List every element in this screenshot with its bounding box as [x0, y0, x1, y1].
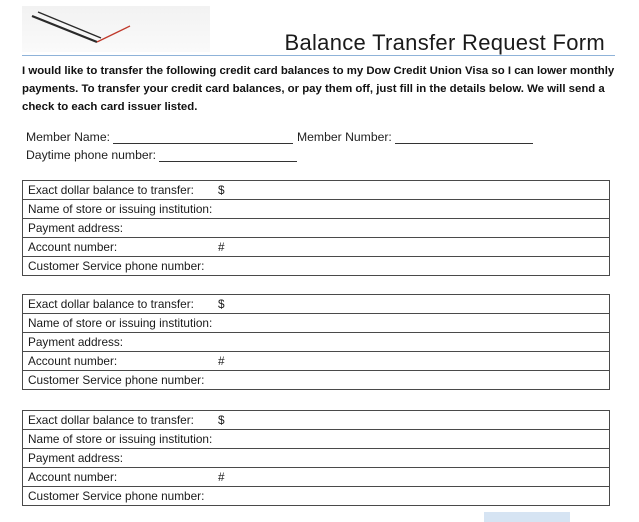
- page-title: Balance Transfer Request Form: [284, 30, 605, 55]
- institution-label: Name of store or issuing institution:: [28, 432, 213, 446]
- daytime-phone-label: Daytime phone number:: [26, 148, 157, 162]
- address-label: Payment address:: [28, 221, 124, 235]
- address-row[interactable]: [23, 449, 610, 468]
- hash-sign: #: [218, 470, 225, 484]
- hash-sign: #: [218, 240, 225, 254]
- account-label: Account number:: [28, 354, 118, 368]
- account-label: Account number:: [28, 240, 118, 254]
- address-row[interactable]: [23, 333, 610, 352]
- title-divider: [22, 55, 615, 56]
- address-label: Payment address:: [28, 451, 124, 465]
- institution-label: Name of store or issuing institution:: [28, 202, 213, 216]
- balance-label: Exact dollar balance to transfer:: [28, 297, 194, 311]
- member-number-label: Member Number:: [297, 130, 392, 144]
- dollar-sign: $: [218, 183, 225, 197]
- member-name-row: [26, 130, 293, 144]
- intro-paragraph: I would like to transfer the following credit card balances to my Dow Credit Union Visa so I can lower monthly payments. To transfer your credit card balances, or pay them off, just fill in the details below. We will send a check to each card issuer listed.: [22, 65, 615, 113]
- address-label: Payment address:: [28, 335, 124, 349]
- hash-sign: #: [218, 354, 225, 368]
- account-row[interactable]: [23, 468, 610, 487]
- account-row[interactable]: [23, 352, 610, 371]
- member-name-field[interactable]: [113, 131, 293, 144]
- transfer-block-1: [22, 180, 610, 276]
- logo: [22, 6, 210, 52]
- customer-phone-label: Customer Service phone number:: [28, 259, 205, 273]
- balance-row[interactable]: [23, 295, 610, 314]
- institution-row[interactable]: [23, 430, 610, 449]
- swoosh-logo-icon: [22, 6, 210, 52]
- customer-phone-row[interactable]: [23, 371, 610, 390]
- transfer-block-3: [22, 410, 610, 506]
- balance-label: Exact dollar balance to transfer:: [28, 183, 194, 197]
- account-row[interactable]: [23, 238, 610, 257]
- member-number-field[interactable]: [395, 131, 533, 144]
- institution-row[interactable]: [23, 314, 610, 333]
- institution-label: Name of store or issuing institution:: [28, 316, 213, 330]
- member-number-row: [297, 130, 533, 144]
- customer-phone-label: Customer Service phone number:: [28, 489, 205, 503]
- balance-row[interactable]: [23, 411, 610, 430]
- balance-label: Exact dollar balance to transfer:: [28, 413, 194, 427]
- daytime-phone-field[interactable]: [159, 149, 297, 162]
- dollar-sign: $: [218, 297, 225, 311]
- balance-row[interactable]: [23, 181, 610, 200]
- customer-phone-row[interactable]: [23, 257, 610, 276]
- member-name-label: Member Name:: [26, 130, 110, 144]
- daytime-phone-row: [26, 148, 297, 162]
- address-row[interactable]: [23, 219, 610, 238]
- account-label: Account number:: [28, 470, 118, 484]
- customer-phone-row[interactable]: [23, 487, 610, 506]
- dollar-sign: $: [218, 413, 225, 427]
- decorative-shape: [484, 512, 570, 522]
- transfer-block-2: [22, 294, 610, 390]
- customer-phone-label: Customer Service phone number:: [28, 373, 205, 387]
- institution-row[interactable]: [23, 200, 610, 219]
